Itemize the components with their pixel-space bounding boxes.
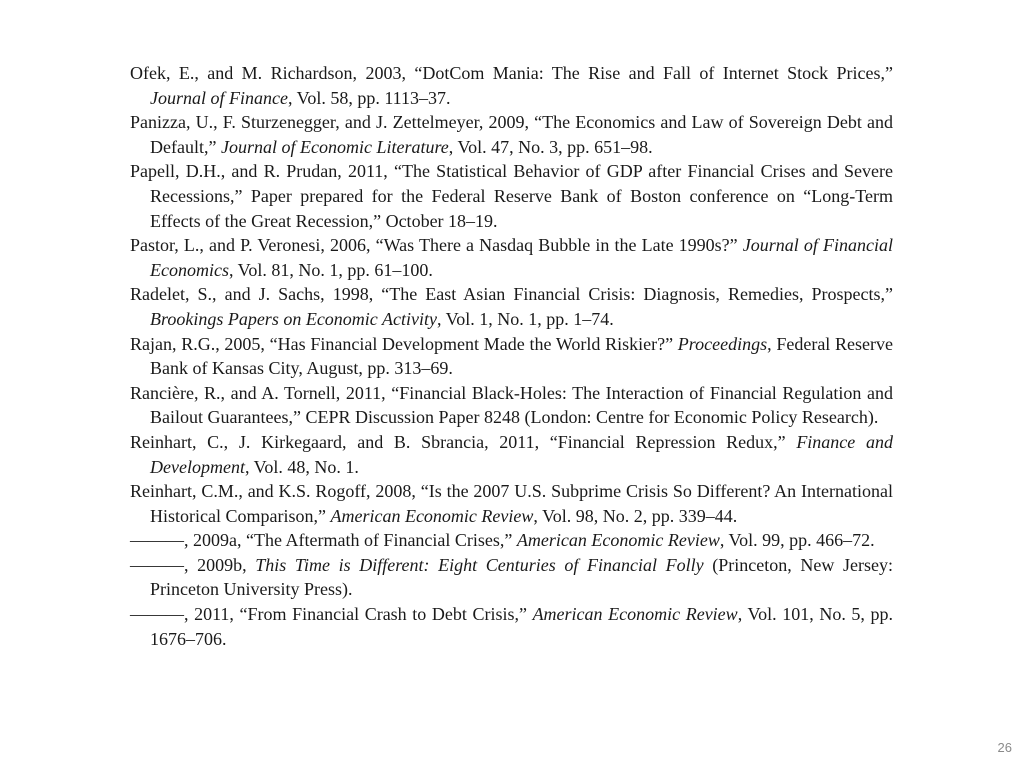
reference-list [130,61,893,651]
reference-entry: ———, 2009a, “The Aftermath of Financial Crises,” American Economic Review, Vol. 99, pp. 466–72. [130,530,875,551]
reference-entry: Reinhart, C., J. Kirkegaard, and B. Sbrancia, 2011, “Financial Repression Redux,” Finance and Development, Vol. 48, No. 1. [130,431,893,477]
reference-entry: Ofek, E., and M. Richardson, 2003, “DotCom Mania: The Rise and Fall of Internet Stock Prices,” Journal of Finance, Vol. 58, pp. 1113–37. [130,63,893,108]
reference-entry: Rancière, R., and A. Tornell, 2011, “Financial Black-Holes: The Interaction of Financial Regulation and Bailout Guarantees,” CEPR Discussion Paper 8248 (London: Centre for Economic Policy Research). [130,382,893,428]
reference-entry: Radelet, S., and J. Sachs, 1998, “The East Asian Financial Crisis: Diagnosis, Remedies, Prospects,” Brookings Papers on Economic Activity, Vol. 1, No. 1, pp. 1–74. [130,284,893,329]
reference-entry: Panizza, U., F. Sturzenegger, and J. Zettelmeyer, 2009, “The Economics and Law of Sovereign Debt and Default,” Journal of Economic Literature, Vol. 47, No. 3, pp. 651–98. [130,112,893,157]
reference-entry: Papell, D.H., and R. Prudan, 2011, “The Statistical Behavior of GDP after Financial Crises and Severe Recessions,” Paper prepared for the Federal Reserve Bank of Boston conference on “Long-Term Effects of the Great Recession,” October 18–19. [130,161,893,231]
reference-entry: Pastor, L., and P. Veronesi, 2006, “Was There a Nasdaq Bubble in the Late 1990s?” Journal of Financial Economics, Vol. 81, No. 1, pp. 61–100. [130,235,893,280]
page-number: 26 [997,740,1012,755]
reference-entry: Rajan, R.G., 2005, “Has Financial Development Made the World Riskier?” Proceedings, Federal Reserve Bank of Kansas City, August, pp. 313–69. [130,333,893,379]
reference-entry: ———, 2011, “From Financial Crash to Debt Crisis,” American Economic Review, Vol. 101, No. 5, pp. 1676–706. [130,604,894,649]
reference-entry: Reinhart, C.M., and K.S. Rogoff, 2008, “Is the 2007 U.S. Subprime Crisis So Different? An International Historical Comparison,” American Economic Review, Vol. 98, No. 2, pp. 339–44. [130,481,893,526]
reference-entry: ———, 2009b, This Time is Different: Eight Centuries of Financial Folly (Princeton, New Jersey: Princeton University Press). [130,554,894,600]
